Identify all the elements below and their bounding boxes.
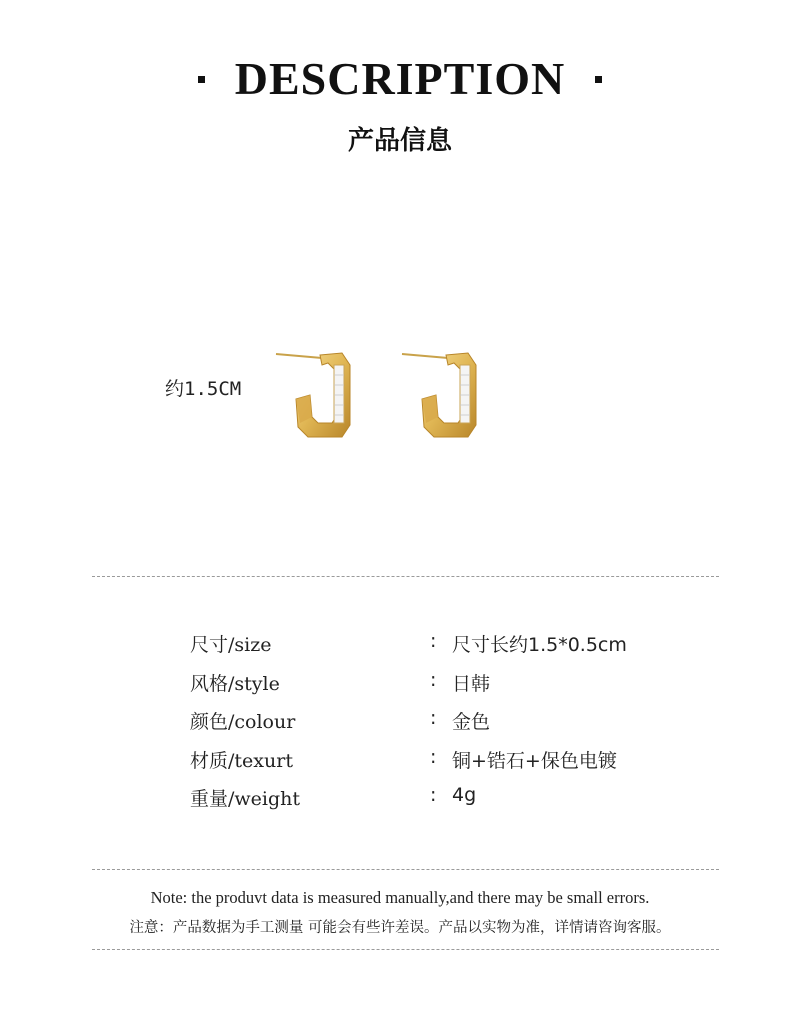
- title-text: DESCRIPTION: [234, 53, 566, 104]
- spec-colon: :: [430, 707, 437, 729]
- spec-value: 尺寸长约1.5*0.5cm: [452, 634, 627, 656]
- earring-image-right: [398, 345, 488, 445]
- spec-colon: :: [430, 668, 437, 691]
- spec-value: 铜+锆石+保色电镀: [452, 749, 617, 772]
- spec-colon: :: [430, 745, 437, 768]
- spec-row-weight: [190, 784, 650, 823]
- spec-value: 日韩: [452, 672, 491, 695]
- spec-key: 颜色/colour: [190, 711, 296, 733]
- divider-middle: [92, 869, 719, 870]
- earring-image-left: [272, 345, 362, 445]
- divider-bottom: [92, 949, 719, 950]
- spec-key: 尺寸/size: [190, 634, 272, 656]
- spec-key: 风格/style: [190, 672, 280, 695]
- spec-row-size: [190, 630, 650, 669]
- spec-key: 重量/weight: [190, 788, 301, 810]
- size-annotation: 约1.5CM: [165, 378, 242, 400]
- spec-value: 金色: [452, 711, 491, 733]
- spec-colon: :: [430, 630, 437, 652]
- bullet-dot-right: [595, 76, 602, 83]
- spec-value: 4g: [452, 784, 477, 806]
- spec-key: 材质/texurt: [190, 749, 293, 772]
- divider-top: [92, 576, 719, 577]
- spec-colon: :: [430, 784, 437, 806]
- note-chinese: 注意：产品数据为手工测量 可能会有些许差误。产品以实物为准，详情请咨询客服。: [129, 920, 671, 936]
- page-title: [0, 52, 800, 105]
- spec-table: [190, 630, 650, 823]
- spec-row-material: [190, 746, 650, 785]
- bullet-dot-left: [198, 76, 205, 83]
- page-subtitle: 产品信息: [347, 126, 452, 156]
- note-english: Note: the produvt data is measured manually,and there may be small errors.: [150, 888, 650, 907]
- spec-row-style: [190, 669, 650, 708]
- spec-row-colour: [190, 707, 650, 746]
